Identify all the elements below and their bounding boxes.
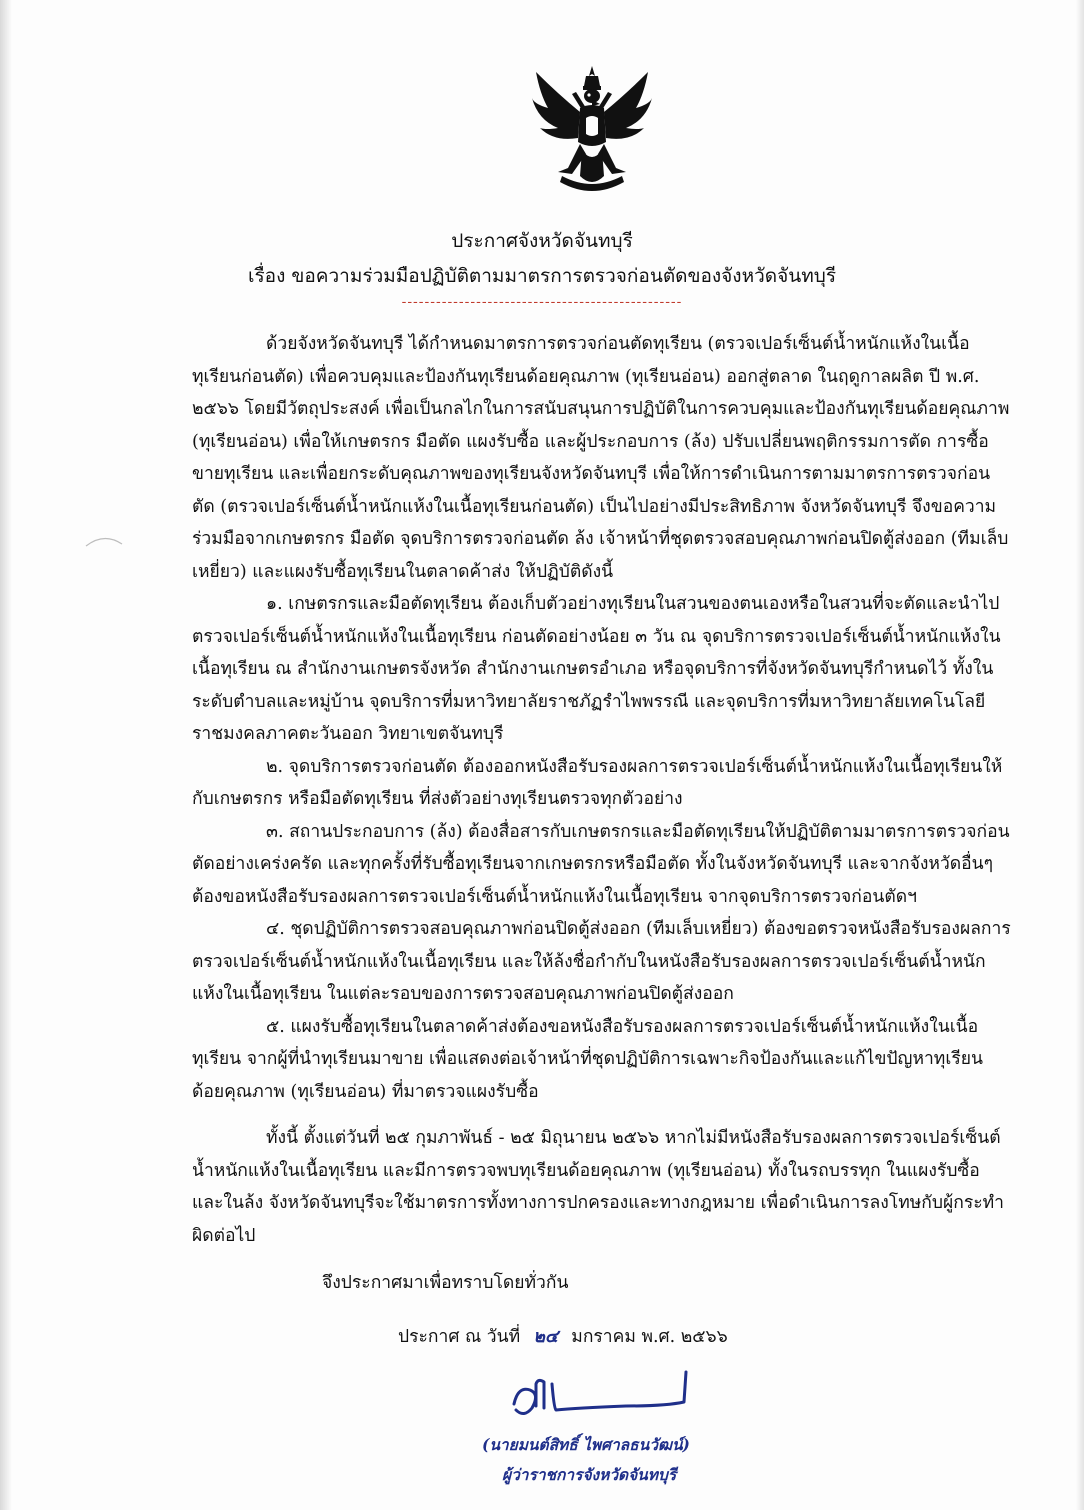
closing-line: จึงประกาศมาเพื่อทราบโดยทั่วกัน xyxy=(322,1273,569,1293)
item-3-paragraph: ๓. สถานประกอบการ (ล้ง) ต้องสื่อสารกับเกษตรกรและมือตัดทุเรียนให้ปฏิบัติตามมาตรการตรวจก่อนตัดอย่างเคร่งครัด และทุกครั้งที่รับซื้อทุเรียนจากเกษตรกรหรือมือตัด ทั้งในจังหวัดจันทบุรี และจากจังหวัดอื่นๆ ต้องขอหนังสือรับรองผลการตรวจเปอร์เซ็นต์น้ำหนักแห้งในเนื้อทุเรียน จากจุดบริการตรวจก่อนตัดฯ xyxy=(192,821,1010,907)
date-prefix: ประกาศ ณ วันที่ xyxy=(398,1327,521,1347)
signer-name: (นายมนต์สิทธิ์ ไพศาลธนวัฒน์) xyxy=(482,1435,690,1454)
announcement-subject: เรื่อง ขอความร่วมมือปฏิบัติตามมาตรการตรวจก่อนตัดของจังหวัดจันทบุรี xyxy=(247,265,837,287)
announcement-date xyxy=(398,1322,728,1350)
item-4-paragraph: ๔. ชุดปฏิบัติการตรวจสอบคุณภาพก่อนปิดตู้ส่งออก (ทีมเล็บเหยี่ยว) ต้องขอตรวจหนังสือรับรองผลการตรวจเปอร์เซ็นต์น้ำหนักแห้งในเนื้อทุเรียน และให้ล้งชื่อกำกับในหนังสือรับรองผลการตรวจเปอร์เซ็นต์น้ำหนักแห้งในเนื้อทุเรียน ในแต่ละรอบของการตรวจสอบคุณภาพก่อนปิดตู้ส่งออก xyxy=(192,919,1011,1004)
date-month-year: มกราคม พ.ศ. ๒๕๖๖ xyxy=(571,1327,728,1347)
header-divider: ------------------------------------------------- xyxy=(401,294,683,310)
governor-signature xyxy=(506,1364,696,1428)
announcement-title: ประกาศจังหวัดจันทบุรี xyxy=(451,230,633,252)
item-5-paragraph: ๕. แผงรับซื้อทุเรียนในตลาดค้าส่งต้องขอหนังสือรับรองผลการตรวจเปอร์เซ็นต์น้ำหนักแห้งในเนื้อทุเรียน จากผู้ที่นำทุเรียนมาขาย เพื่อแสดงต่อเจ้าหน้าที่ชุดปฏิบัติการเฉพาะกิจป้องกันและแก้ไขปัญหาทุเรียนด้อยคุณภาพ (ทุเรียนอ่อน) ที่มาตรวจแผงรับซื้อ xyxy=(192,1016,983,1102)
date-day-handwritten: ๒๔ xyxy=(533,1327,559,1347)
signer-title: ผู้ว่าราชการจังหวัดจันทบุรี xyxy=(502,1465,677,1484)
garuda-emblem-icon xyxy=(528,64,656,204)
item-1-paragraph: ๑. เกษตรกรและมือตัดทุเรียน ต้องเก็บตัวอย่างทุเรียนในสวนของตนเองหรือในสวนที่จะตัดและนำไปตรวจเปอร์เซ็นต์น้ำหนักแห้งในเนื้อทุเรียน ก่อนตัดอย่างน้อย ๓ วัน ณ จุดบริการตรวจเปอร์เซ็นต์น้ำหนักแห้งในเนื้อทุเรียน ณ สำนักงานเกษตรจังหวัด สำนักงานเกษตรอำเภอ หรือจุดบริการที่จังหวัดจันทบุรีกำหนดไว้ ทั้งในระดับตำบลและหมู่บ้าน จุดบริการที่มหาวิทยาลัยราชภัฏรำไพพรรณี และจุดบริการที่มหาวิทยาลัยเทคโนโลยีราชมงคลภาคตะวันออก วิทยาเขตจันทบุรี xyxy=(192,594,1001,744)
item-2-paragraph: ๒. จุดบริการตรวจก่อนตัด ต้องออกหนังสือรับรองผลการตรวจเปอร์เซ็นต์น้ำหนักแห้งในเนื้อทุเรียนให้กับเกษตรกร หรือมือตัดทุเรียน ที่ส่งตัวอย่างทุเรียนตรวจทุกตัวอย่าง xyxy=(192,756,1003,809)
intro-paragraph: ด้วยจังหวัดจันทบุรี ได้กำหนดมาตรการตรวจก่อนตัดทุเรียน (ตรวจเปอร์เซ็นต์น้ำหนักแห้งในเนื้อทุเรียนก่อนตัด) เพื่อควบคุมและป้องกันทุเรียนด้อยคุณภาพ (ทุเรียนอ่อน) ออกสู่ตลาด ในฤดูกาลผลิต ปี พ.ศ. ๒๕๖๖ โดยมีวัตถุประสงค์ เพื่อเป็นกลไกในการสนับสนุนการปฏิบัติในการควบคุมและป้องกันทุเรียนด้อยคุณภาพ (ทุเรียนอ่อน) เพื่อให้เกษตรกร มือตัด แผงรับซื้อ และผู้ประกอบการ (ล้ง) ปรับเปลี่ยนพฤติกรรมการตัด การซื้อขายทุเรียน และเพื่อยกระดับคุณภาพของทุเรียนจังหวัดจันทบุรี เพื่อให้การดำเนินการตามมาตรการตรวจก่อนตัด (ตรวจเปอร์เซ็นต์น้ำหนักแห้งในเนื้อทุเรียนก่อนตัด) เป็นไปอย่างมีประสิทธิภาพ จังหวัดจันทบุรี จึงขอความร่วมมือจากเกษตรกร มือตัด จุดบริการตรวจก่อนตัด ล้ง เจ้าหน้าที่ชุดตรวจสอบคุณภาพก่อนปิดตู้ส่งออก (ทีมเล็บเหยี่ยว) และแผงรับซื้อทุเรียนในตลาดค้าส่ง ให้ปฏิบัติดังนี้ xyxy=(192,334,1010,582)
announcement-body xyxy=(192,328,1012,1252)
punch-mark xyxy=(84,534,124,548)
enforcement-paragraph: ทั้งนี้ ตั้งแต่วันที่ ๒๕ กุมภาพันธ์ - ๒๕ มิถุนายน ๒๕๖๖ หากไม่มีหนังสือรับรองผลการตรวจเปอร์เซ็นต์น้ำหนักแห้งในเนื้อทุเรียน และมีการตรวจพบทุเรียนด้อยคุณภาพ (ทุเรียนอ่อน) ทั้งในรถบรรทุก ในแผงรับซื้อ และในล้ง จังหวัดจันทบุรีจะใช้มาตรการทั้งทางการปกครองและทางกฎหมาย เพื่อดำเนินการลงโทษกับผู้กระทำผิดต่อไป xyxy=(192,1128,1004,1246)
